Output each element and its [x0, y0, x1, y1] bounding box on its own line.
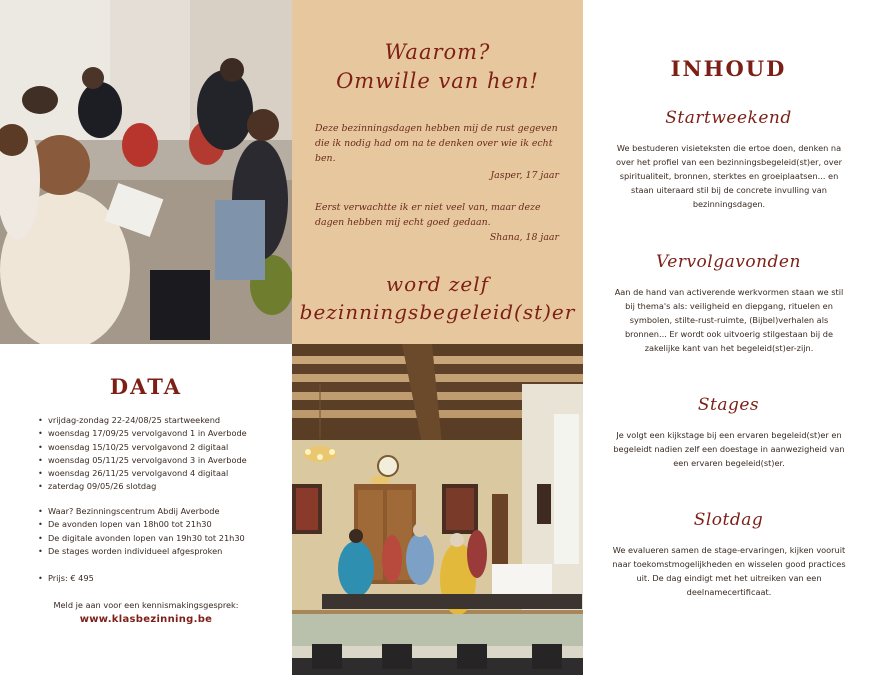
- price-list: [48, 572, 288, 585]
- section-body-slotdag: We evalueren samen de stage-ervaringen, kijken vooruit naar toekomstmogelijkheden en wisselen good practices uit. De dag eindigt met het uitreiken van een deelnamecertificaat.: [612, 545, 846, 597]
- quote-text: Eerst verwachtte ik er niet veel van, maar deze dagen hebben mij echt goed gedaan.: [315, 202, 541, 228]
- quote-author: Shana, 18 jaar: [489, 232, 559, 243]
- list-item: • woensdag 05/11/25 vervolgavond 3 in Averbode: [48, 454, 288, 467]
- section-title-stages: Stages: [697, 395, 760, 415]
- call-to-action-line2: bezinningsbegeleid(st)er: [299, 300, 576, 324]
- quote-author: Jasper, 17 jaar: [490, 170, 559, 181]
- list-item: • De stages worden individueel afgesproken: [48, 545, 288, 558]
- contents-heading: INHOUD: [670, 56, 787, 81]
- section-title-vervolgavonden: Vervolgavonden: [656, 252, 801, 272]
- section-title-slotdag: Slotdag: [693, 510, 764, 530]
- price-item: • Prijs: € 495: [48, 572, 288, 585]
- website-link[interactable]: www.klasbezinning.be: [79, 614, 213, 625]
- list-item: • zaterdag 09/05/26 slotdag: [48, 480, 288, 493]
- list-item: • Waar? Bezinningscentrum Abdij Averbode: [48, 505, 288, 518]
- section-body-startweekend: We bestuderen visieteksten die ertoe doen, denken na over het profiel van een bezinningsbegeleid(st)er, over spiritualiteit, bronnen, sterktes en groeiplaatsen... en staan uiteraard stil bij de concrete invulling van bezinningsdagen.: [616, 143, 842, 209]
- list-item: • De avonden lopen van 18h00 tot 21h30: [48, 518, 288, 531]
- quote-panel: [292, 0, 583, 344]
- abbey-room-photo: [292, 344, 583, 675]
- students-photo: [0, 0, 292, 344]
- data-heading: DATA: [109, 374, 183, 399]
- why-heading-line2: Omwille van hen!: [336, 69, 539, 93]
- section-title-startweekend: Startweekend: [665, 108, 792, 128]
- list-item: • vrijdag-zondag 22-24/08/25 startweekend: [48, 414, 288, 427]
- list-item: • woensdag 15/10/25 vervolgavond 2 digitaal: [48, 441, 288, 454]
- call-to-action-line1: word zelf: [385, 272, 490, 296]
- list-item: • woensdag 26/11/25 vervolgavond 4 digitaal: [48, 467, 288, 480]
- why-heading-line1: Waarom?: [384, 40, 491, 64]
- data-panel: [0, 344, 292, 675]
- section-body-stages: Je volgt een kijkstage bij een ervaren begeleid(st)er en begeleidt nadien zelf een doestage in aanwezigheid van een ervaren begeleid(st)er.: [613, 430, 845, 468]
- list-item: • De digitale avonden lopen van 19h30 tot 21h30: [48, 532, 288, 545]
- quote-text: Deze bezinningsdagen hebben mij de rust gegeven die ik nodig had om na te denken over wie ik echt ben.: [315, 123, 558, 164]
- info-list: [48, 505, 288, 558]
- why-heading: [292, 38, 583, 96]
- list-item: • woensdag 17/09/25 vervolgavond 1 in Averbode: [48, 427, 288, 440]
- dates-list: [48, 414, 288, 494]
- call-to-action-heading: [292, 270, 583, 326]
- contents-panel: [583, 0, 874, 675]
- signup-text: Meld je aan voor een kennismakingsgesprek:: [53, 600, 239, 610]
- section-body-vervolgavonden: Aan de hand van activerende werkvormen staan we stil bij thema's als: veiligheid en diepgang, rituelen en symbolen, stilte-rust-ruimte, (Bijbel)verhalen als bronnen... Er wordt ook uitvoerig stilgestaan bij de zakelijke kant van het begeleid(st)er-zijn.: [614, 287, 844, 353]
